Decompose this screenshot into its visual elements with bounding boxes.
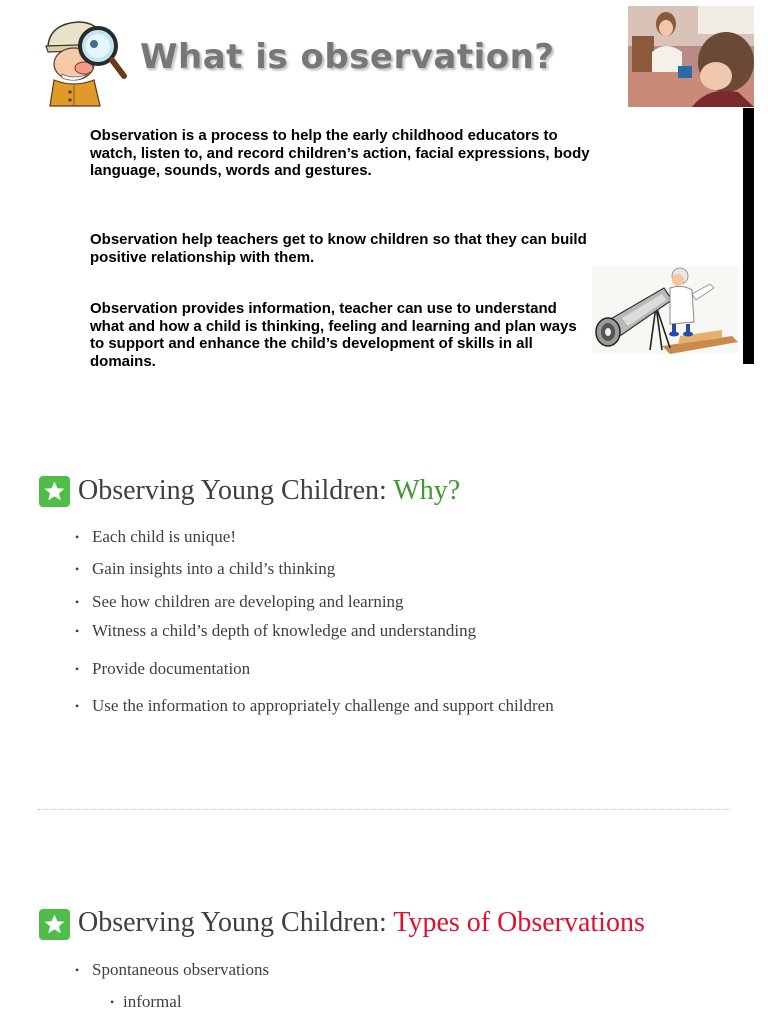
section-heading-types [78, 909, 645, 937]
bullet-dot: • [75, 963, 80, 977]
bullet-dot: • [110, 995, 115, 1009]
paragraph-definition: Observation is a process to help the early childhood educators to watch, listen to, and record children’s action, facial expressions, body language, sounds, words and gestures. [90, 127, 590, 179]
list-item-text: See how children are developing and learning [92, 592, 404, 611]
heading-prefix: Observing Young Children: [78, 475, 394, 506]
list-item-text: Witness a child’s depth of knowledge and understanding [92, 621, 477, 640]
list-item-text: informal [123, 992, 182, 1011]
list-item-text: Each child is unique! [92, 527, 236, 546]
bullet-dot: • [75, 624, 80, 638]
paragraph-information: Observation provides information, teacher can use to understand what and how a child is thinking, feeling and learning and plan ways to support and enhance the child’s development of skills in all domains. [90, 300, 577, 370]
list-item-text: Gain insights into a child’s thinking [92, 559, 336, 578]
classroom-photo [628, 6, 754, 107]
heading-prefix: Observing Young Children: [78, 907, 394, 938]
bullet-dot: • [75, 662, 80, 676]
heading-accent: Types of Observations [393, 907, 645, 938]
paragraph-relationships: Observation help teachers get to know children so that they can build positive relationship with them. [90, 231, 587, 266]
slide-title: What is observation? [140, 37, 555, 77]
vertical-divider-bar [743, 108, 754, 364]
star-icon [39, 909, 70, 940]
list-item-text: Use the information to appropriately challenge and support children [92, 696, 554, 715]
bullet-dot: • [75, 562, 80, 576]
heading-accent: Why? [393, 475, 461, 506]
section-heading-why [78, 477, 460, 505]
list-item-text: Provide documentation [92, 659, 251, 678]
page-separator [38, 809, 730, 810]
star-icon [39, 476, 70, 507]
telescope-scientist-icon [592, 266, 738, 354]
detective-magnifier-icon [40, 16, 130, 108]
list-item-text: Spontaneous observations [92, 960, 270, 979]
bullet-dot: • [75, 595, 80, 609]
bullet-dot: • [75, 699, 80, 713]
bullet-dot: • [75, 530, 80, 544]
